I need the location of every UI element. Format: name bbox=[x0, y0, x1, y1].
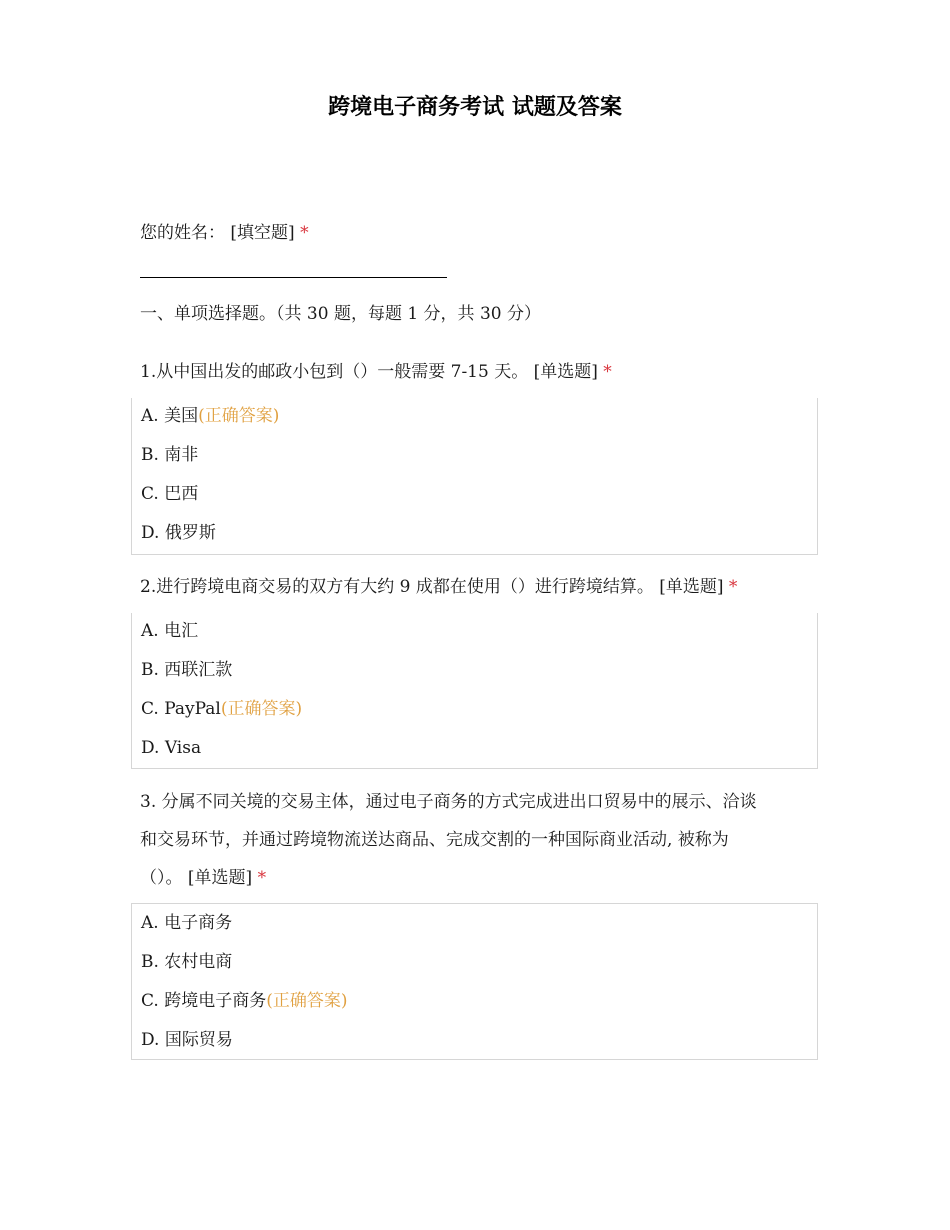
question-2 bbox=[140, 568, 830, 606]
option-b[interactable]: B. 南非 bbox=[141, 445, 199, 465]
question-type: [单选题] bbox=[659, 577, 724, 597]
page-title: 跨境电子商务考试 试题及答案 bbox=[328, 95, 622, 120]
option-c[interactable]: C. 巴西 bbox=[141, 484, 199, 504]
option-d[interactable]: D. 国际贸易 bbox=[141, 1030, 233, 1050]
question-text: （）。 bbox=[140, 868, 183, 888]
required-mark: * bbox=[257, 868, 267, 888]
option-label: A. 美国 bbox=[141, 406, 199, 426]
name-type: [填空题] bbox=[230, 223, 295, 243]
question-1 bbox=[140, 353, 830, 391]
option-c[interactable] bbox=[141, 989, 347, 1013]
required-mark: * bbox=[603, 362, 612, 382]
correct-answer-marker: (正确答案) bbox=[220, 699, 303, 719]
name-question bbox=[140, 214, 830, 252]
required-mark: * bbox=[300, 223, 309, 243]
correct-answer-marker: (正确答案) bbox=[198, 406, 280, 426]
question-type: [单选题] bbox=[187, 868, 253, 888]
option-c[interactable] bbox=[141, 697, 302, 721]
option-b[interactable]: B. 农村电商 bbox=[141, 952, 233, 972]
name-input-line[interactable] bbox=[140, 277, 447, 278]
correct-answer-marker: (正确答案) bbox=[266, 991, 348, 1011]
options-box-1 bbox=[131, 398, 818, 555]
option-d[interactable]: D. 俄罗斯 bbox=[141, 523, 216, 543]
question-text: 2.进行跨境电商交易的双方有大约 9 成都在使用（）进行跨境结算。 bbox=[140, 577, 654, 597]
question-type: [单选题] bbox=[533, 362, 598, 382]
options-box-3 bbox=[131, 903, 818, 1060]
question-text-line-1: 3. 分属不同关境的交易主体，通过电子商务的方式完成进出口贸易中的展示、洽谈 bbox=[140, 792, 757, 812]
option-a[interactable] bbox=[141, 404, 279, 428]
option-a[interactable]: A. 电子商务 bbox=[141, 913, 233, 933]
question-3 bbox=[140, 783, 830, 897]
question-text-line-2: 和交易环节，并通过跨境物流送达商品、完成交割的一种国际商业活动, 被称为 bbox=[140, 830, 729, 850]
option-label: C. PayPal bbox=[141, 699, 221, 719]
option-b[interactable]: B. 西联汇款 bbox=[141, 660, 233, 680]
options-box-2 bbox=[131, 613, 818, 769]
section-heading: 一、单项选择题。（共 30 题，每题 1 分，共 30 分） bbox=[140, 304, 542, 324]
question-text: 1.从中国出发的邮政小包到（）一般需要 7-15 天。 bbox=[140, 362, 529, 382]
option-a[interactable]: A. 电汇 bbox=[141, 621, 199, 641]
name-label: 您的姓名： bbox=[140, 223, 225, 243]
option-d[interactable]: D. Visa bbox=[141, 738, 202, 758]
question-text-line-3 bbox=[140, 859, 830, 897]
option-label: C. 跨境电子商务 bbox=[141, 991, 267, 1011]
required-mark: * bbox=[728, 577, 738, 597]
